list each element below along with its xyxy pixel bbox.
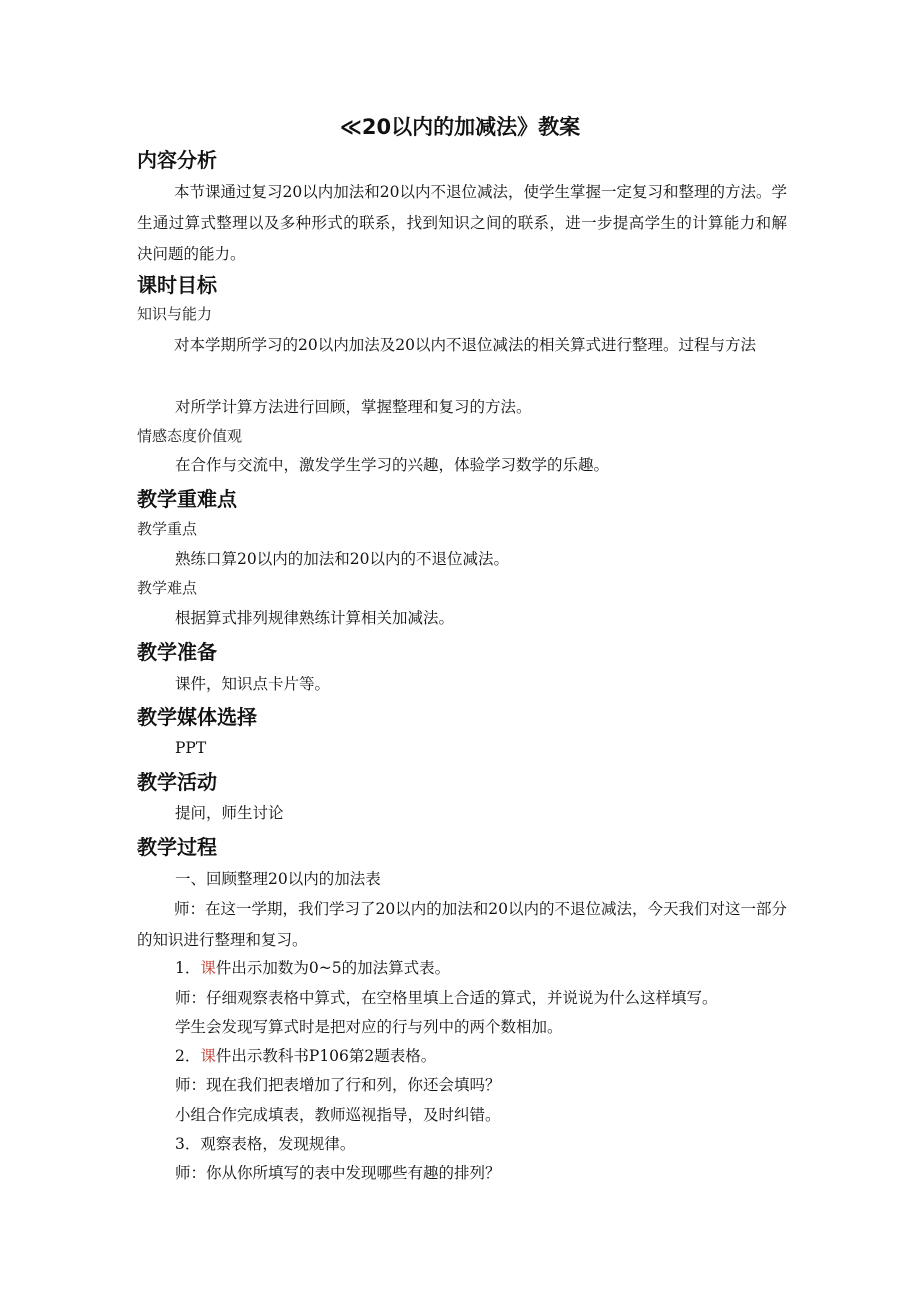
item-1-number: 1． bbox=[175, 959, 201, 977]
subheading-emotion: 情感态度价值观 bbox=[137, 427, 243, 445]
preparation-line: 课件，知识点卡片等。 bbox=[175, 675, 331, 693]
focus-line: 熟练口算20以内的加法和20以内的不退位减法。 bbox=[175, 550, 509, 568]
heading-goals: 课时目标 bbox=[137, 273, 217, 297]
subheading-difficulty: 教学难点 bbox=[137, 579, 198, 597]
item-1-text: 件出示加数为0~5的加法算式表。 bbox=[215, 959, 451, 977]
heading-preparation: 教学准备 bbox=[137, 640, 217, 664]
difficulty-line: 根据算式排列规律熟练计算相关加减法。 bbox=[175, 609, 455, 627]
document-title: ≪20以内的加减法》教案 bbox=[339, 115, 581, 139]
item-2-text: 件出示教科书P106第2题表格。 bbox=[215, 1047, 437, 1065]
heading-content-analysis: 内容分析 bbox=[137, 148, 217, 172]
process-item-1 bbox=[175, 957, 450, 979]
item-1-teacher-line: 师：仔细观察表格中算式，在空格里填上合适的算式，并说说为什么这样填写。 bbox=[175, 989, 718, 1007]
knowledge-paragraph: 对本学期所学习的20以内加法及20以内不退位减法的相关算式进行整理。过程与方法 bbox=[174, 336, 756, 354]
item-2-group-line: 小组合作完成填表，教师巡视指导，及时纠错。 bbox=[175, 1106, 501, 1124]
item-2-teacher-line: 师：现在我们把表增加了行和列，你还会填吗？ bbox=[175, 1076, 501, 1094]
process-item-3: 3．观察表格，发现规律。 bbox=[175, 1135, 356, 1153]
heading-activities: 教学活动 bbox=[137, 770, 217, 794]
process-intro-paragraph: 师：在这一学期，我们学习了20以内的加法和20以内的不退位减法，今天我们对这一部分的知识进行整理和复习。 bbox=[137, 900, 787, 949]
item-2-number: 2． bbox=[175, 1047, 201, 1065]
method-line: 对所学计算方法进行回顾，掌握整理和复习的方法。 bbox=[175, 398, 532, 416]
subheading-knowledge: 知识与能力 bbox=[137, 305, 213, 323]
item-1-red-char: 课 bbox=[200, 959, 216, 977]
item-1-student-line: 学生会发现写算式时是把对应的行与列中的两个数相加。 bbox=[175, 1018, 563, 1036]
content-analysis-paragraph: 本节课通过复习20以内加法和20以内不退位减法，使学生掌握一定复习和整理的方法。学生通过算式整理以及多种形式的联系，找到知识之间的联系，进一步提高学生的计算能力和解决问题的能力。 bbox=[137, 183, 787, 263]
process-item-2 bbox=[175, 1045, 436, 1067]
item-2-red-char: 课 bbox=[200, 1047, 216, 1065]
process-step-title: 一、回顾整理20以内的加法表 bbox=[175, 870, 381, 888]
media-line: PPT bbox=[175, 739, 207, 757]
heading-process: 教学过程 bbox=[137, 835, 217, 859]
emotion-line: 在合作与交流中，激发学生学习的兴趣，体验学习数学的乐趣。 bbox=[175, 456, 610, 474]
heading-media: 教学媒体选择 bbox=[137, 705, 257, 729]
heading-key-points: 教学重难点 bbox=[137, 487, 237, 511]
item-3-teacher-line: 师：你从你所填写的表中发现哪些有趣的排列？ bbox=[175, 1164, 501, 1182]
subheading-focus: 教学重点 bbox=[137, 520, 198, 538]
activities-line: 提问，师生讨论 bbox=[175, 804, 284, 822]
